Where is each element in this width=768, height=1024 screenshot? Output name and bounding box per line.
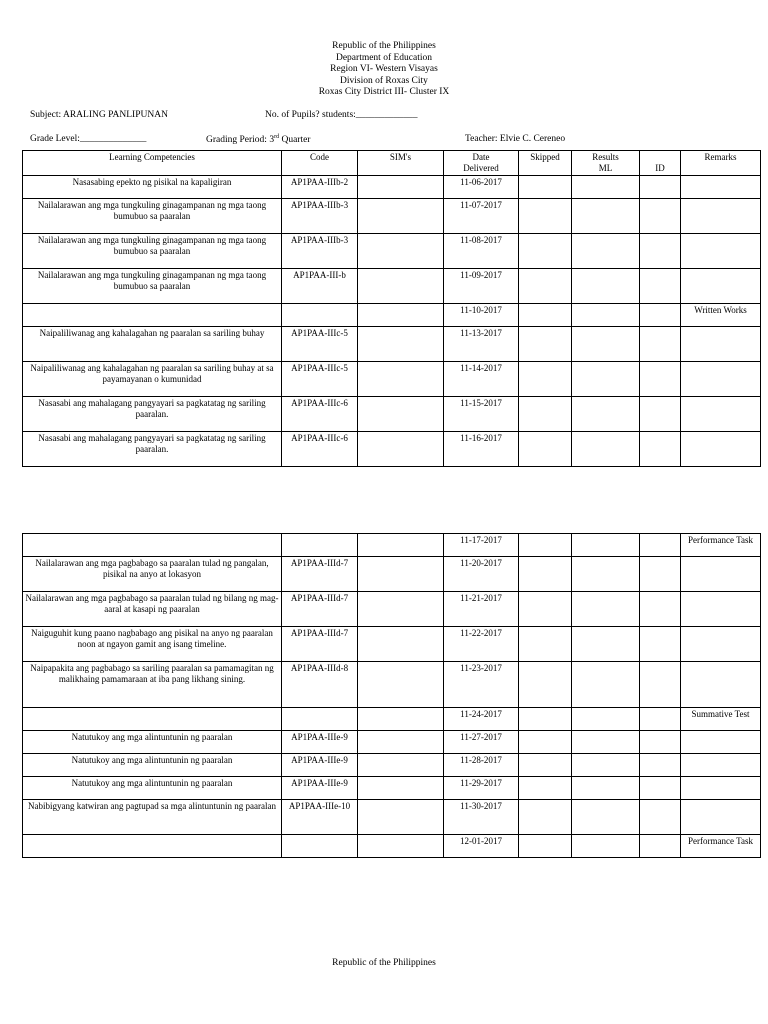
id-cell [640, 662, 681, 708]
sims-cell [358, 777, 444, 800]
skipped-cell [519, 304, 572, 327]
table-row [23, 432, 761, 467]
table-row [23, 327, 761, 362]
teacher-field: Teacher: Elvie C. Cereneo [465, 134, 566, 144]
results-ml-cell [572, 627, 640, 662]
remarks-cell: Performance Task [681, 534, 761, 557]
date-cell: 11-29-2017 [444, 777, 519, 800]
remarks-cell [681, 557, 761, 592]
remarks-cell [681, 397, 761, 432]
id-cell [640, 362, 681, 397]
header-division: Division of Roxas City [340, 75, 428, 86]
sims-cell [358, 731, 444, 754]
code-cell: AP1PAA-IIId-7 [282, 627, 358, 662]
col-id: ID [640, 151, 681, 176]
skipped-cell [519, 327, 572, 362]
results-ml-cell [572, 662, 640, 708]
competency-cell: Nailalarawan ang mga tungkuling ginagampanan ng mga taong bumubuo sa paaralan [23, 234, 282, 269]
table-row [23, 592, 761, 627]
table-row [23, 557, 761, 592]
id-cell [640, 708, 681, 731]
col-results [572, 151, 640, 176]
results-ml-cell [572, 199, 640, 234]
results-ml-cell [572, 327, 640, 362]
id-cell [640, 304, 681, 327]
grading-period-suffix: Quarter [279, 135, 311, 145]
sims-cell [358, 534, 444, 557]
table-header-row [23, 151, 761, 176]
competency-cell: Nasasabi ang mahalagang pangyayari sa pagkatatag ng sariling paaralan. [23, 432, 282, 467]
competency-cell: Naiguguhit kung paano nagbabago ang pisikal na anyo ng paaralan noon at ngayon gamit ang isang timeline. [23, 627, 282, 662]
results-ml-cell [572, 534, 640, 557]
table-row [23, 534, 761, 557]
col-date-line1: Date [472, 152, 490, 162]
competency-cell: Nasasabi ang mahalagang pangyayari sa pagkatatag ng sariling paaralan. [23, 397, 282, 432]
skipped-cell [519, 662, 572, 708]
results-ml-cell [572, 800, 640, 835]
skipped-cell [519, 269, 572, 304]
table-row [23, 708, 761, 731]
grading-period-prefix: Grading Period: 3 [206, 135, 275, 145]
code-cell: AP1PAA-IIIb-3 [282, 199, 358, 234]
date-cell: 11-24-2017 [444, 708, 519, 731]
competency-cell: Naipaliliwanag ang kahalagahan ng paaralan sa sariling buhay [23, 327, 282, 362]
remarks-cell [681, 362, 761, 397]
table-row [23, 304, 761, 327]
id-cell [640, 777, 681, 800]
code-cell: AP1PAA-IIIe-9 [282, 777, 358, 800]
date-cell: 11-09-2017 [444, 269, 519, 304]
table-1-body [23, 176, 761, 467]
code-cell: AP1PAA-IIIc-5 [282, 327, 358, 362]
table-row [23, 269, 761, 304]
competency-cell: Natutukoy ang mga alintuntunin ng paaralan [23, 754, 282, 777]
results-ml-cell [572, 557, 640, 592]
competency-cell [23, 534, 282, 557]
remarks-cell [681, 777, 761, 800]
skipped-cell [519, 627, 572, 662]
sims-cell [358, 627, 444, 662]
id-cell [640, 397, 681, 432]
results-ml-cell [572, 708, 640, 731]
competency-table-1 [22, 150, 761, 467]
date-cell: 11-28-2017 [444, 754, 519, 777]
code-cell: AP1PAA-IIIb-3 [282, 234, 358, 269]
grade-level-field: Grade Level:______________ [30, 134, 147, 144]
header-region: Region VI- Western Visayas [330, 64, 438, 74]
results-ml-cell [572, 176, 640, 199]
id-cell [640, 627, 681, 662]
code-cell: AP1PAA-IIIe-10 [282, 800, 358, 835]
skipped-cell [519, 835, 572, 858]
results-ml-cell [572, 269, 640, 304]
date-cell: 11-14-2017 [444, 362, 519, 397]
skipped-cell [519, 557, 572, 592]
remarks-cell [681, 234, 761, 269]
remarks-cell [681, 199, 761, 234]
results-ml-cell [572, 397, 640, 432]
remarks-cell [681, 269, 761, 304]
competency-cell: Nailalarawan ang mga tungkuling ginagampanan ng mga taong bumubuo sa paaralan [23, 269, 282, 304]
table-row [23, 199, 761, 234]
competency-cell: Nailalarawan ang mga pagbabago sa paaralan tulad ng pangalan, pisikal na anyo at lokasyon [23, 557, 282, 592]
skipped-cell [519, 234, 572, 269]
remarks-cell [681, 327, 761, 362]
sims-cell [358, 397, 444, 432]
competency-cell: Nabibigyang katwiran ang pagtupad sa mga alintuntunin ng paaralan [23, 800, 282, 835]
id-cell [640, 269, 681, 304]
table-row [23, 362, 761, 397]
table-row [23, 176, 761, 199]
skipped-cell [519, 176, 572, 199]
col-date [444, 151, 519, 176]
col-sims: SIM's [358, 151, 444, 176]
code-cell: AP1PAA-IIIc-6 [282, 397, 358, 432]
sims-cell [358, 362, 444, 397]
col-code: Code [282, 151, 358, 176]
code-cell: AP1PAA-IIIc-5 [282, 362, 358, 397]
competency-cell [23, 304, 282, 327]
remarks-cell [681, 754, 761, 777]
remarks-cell [681, 432, 761, 467]
date-cell: 11-07-2017 [444, 199, 519, 234]
skipped-cell [519, 397, 572, 432]
id-cell [640, 592, 681, 627]
code-cell: AP1PAA-IIId-8 [282, 662, 358, 708]
table-row [23, 835, 761, 858]
header-district: Roxas City District III- Cluster IX [318, 87, 450, 97]
date-cell: 11-21-2017 [444, 592, 519, 627]
skipped-cell [519, 534, 572, 557]
skipped-cell [519, 432, 572, 467]
date-cell: 11-17-2017 [444, 534, 519, 557]
results-ml-cell [572, 432, 640, 467]
date-cell: 11-08-2017 [444, 234, 519, 269]
sims-cell [358, 708, 444, 731]
remarks-cell [681, 662, 761, 708]
code-cell: AP1PAA-IIId-7 [282, 592, 358, 627]
competency-cell [23, 708, 282, 731]
table-row [23, 627, 761, 662]
table-row [23, 800, 761, 835]
remarks-cell [681, 592, 761, 627]
results-ml-cell [572, 731, 640, 754]
id-cell [640, 731, 681, 754]
id-cell [640, 835, 681, 858]
sims-cell [358, 662, 444, 708]
header-republic: Republic of the Philippines [332, 41, 436, 51]
col-date-line2: Delivered [463, 163, 499, 173]
code-cell: AP1PAA-IIIe-9 [282, 731, 358, 754]
competency-cell [23, 835, 282, 858]
table-row [23, 754, 761, 777]
skipped-cell [519, 199, 572, 234]
col-remarks: Remarks [681, 151, 761, 176]
competency-cell: Nasasabing epekto ng pisikal na kapaligiran [23, 176, 282, 199]
results-ml-cell [572, 777, 640, 800]
results-ml-cell [572, 835, 640, 858]
skipped-cell [519, 754, 572, 777]
col-ml-label: ML [598, 163, 613, 173]
col-results-label: Results [592, 152, 619, 162]
id-cell [640, 800, 681, 835]
remarks-cell: Performance Task [681, 835, 761, 858]
results-ml-cell [572, 754, 640, 777]
code-cell: AP1PAA-IIIb-2 [282, 176, 358, 199]
results-ml-cell [572, 362, 640, 397]
competency-cell: Naipaliliwanag ang kahalagahan ng paaralan sa sariling buhay at sa payamayanan o kumunidad [23, 362, 282, 397]
date-cell: 11-20-2017 [444, 557, 519, 592]
skipped-cell [519, 800, 572, 835]
sims-cell [358, 557, 444, 592]
code-cell [282, 304, 358, 327]
skipped-cell [519, 362, 572, 397]
id-cell [640, 534, 681, 557]
date-cell: 11-13-2017 [444, 327, 519, 362]
code-cell [282, 835, 358, 858]
competency-table-2 [22, 533, 761, 858]
date-cell: 11-30-2017 [444, 800, 519, 835]
id-cell [640, 557, 681, 592]
competency-cell: Nailalarawan ang mga pagbabago sa paaralan tulad ng bilang ng mag-aaral at kasapi ng paaralan [23, 592, 282, 627]
date-cell: 11-22-2017 [444, 627, 519, 662]
table-2-body [23, 534, 761, 858]
remarks-cell: Written Works [681, 304, 761, 327]
code-cell [282, 708, 358, 731]
code-cell: AP1PAA-IIId-7 [282, 557, 358, 592]
sims-cell [358, 800, 444, 835]
date-cell: 11-15-2017 [444, 397, 519, 432]
id-cell [640, 234, 681, 269]
sims-cell [358, 269, 444, 304]
skipped-cell [519, 777, 572, 800]
sims-cell [358, 835, 444, 858]
remarks-cell [681, 176, 761, 199]
footer-republic: Republic of the Philippines [332, 958, 436, 968]
date-cell: 11-10-2017 [444, 304, 519, 327]
sims-cell [358, 432, 444, 467]
grading-period-field [206, 134, 310, 145]
table-row [23, 397, 761, 432]
remarks-cell: Summative Test [681, 708, 761, 731]
sims-cell [358, 234, 444, 269]
competency-cell: Natutukoy ang mga alintuntunin ng paaralan [23, 731, 282, 754]
subject-field: Subject: ARALING PANLIPUNAN [30, 110, 168, 120]
id-cell [640, 432, 681, 467]
table-row [23, 777, 761, 800]
id-cell [640, 176, 681, 199]
sims-cell [358, 304, 444, 327]
code-cell: AP1PAA-IIIc-6 [282, 432, 358, 467]
grading-period-superscript: rd [274, 134, 280, 140]
document-header [0, 41, 768, 99]
competency-cell: Natutukoy ang mga alintuntunin ng paaralan [23, 777, 282, 800]
header-department: Department of Education [335, 52, 433, 63]
id-cell [640, 327, 681, 362]
skipped-cell [519, 708, 572, 731]
date-cell: 11-23-2017 [444, 662, 519, 708]
col-competency: Learning Competencies [23, 151, 282, 176]
table-row [23, 662, 761, 708]
results-ml-cell [572, 592, 640, 627]
results-ml-cell [572, 304, 640, 327]
table-row [23, 234, 761, 269]
remarks-cell [681, 731, 761, 754]
sims-cell [358, 176, 444, 199]
sims-cell [358, 592, 444, 627]
date-cell: 11-27-2017 [444, 731, 519, 754]
competency-cell: Nailalarawan ang mga tungkuling ginagampanan ng mga taong bumubuo sa paaralan [23, 199, 282, 234]
code-cell: AP1PAA-III-b [282, 269, 358, 304]
pupils-field: No. of Pupils? students:_____________ [265, 110, 418, 120]
results-ml-cell [572, 234, 640, 269]
id-cell [640, 754, 681, 777]
remarks-cell [681, 800, 761, 835]
competency-cell: Naipapakita ang pagbabago sa sariling paaralan sa pamamagitan ng malikhaing pamamaraan at iba pang likhang sining. [23, 662, 282, 708]
date-cell: 11-16-2017 [444, 432, 519, 467]
id-cell [640, 199, 681, 234]
date-cell: 12-01-2017 [444, 835, 519, 858]
remarks-cell [681, 627, 761, 662]
table-row [23, 731, 761, 754]
skipped-cell [519, 592, 572, 627]
col-skipped: Skipped [519, 151, 572, 176]
sims-cell [358, 754, 444, 777]
code-cell [282, 534, 358, 557]
skipped-cell [519, 731, 572, 754]
code-cell: AP1PAA-IIIe-9 [282, 754, 358, 777]
sims-cell [358, 199, 444, 234]
date-cell: 11-06-2017 [444, 176, 519, 199]
sims-cell [358, 327, 444, 362]
